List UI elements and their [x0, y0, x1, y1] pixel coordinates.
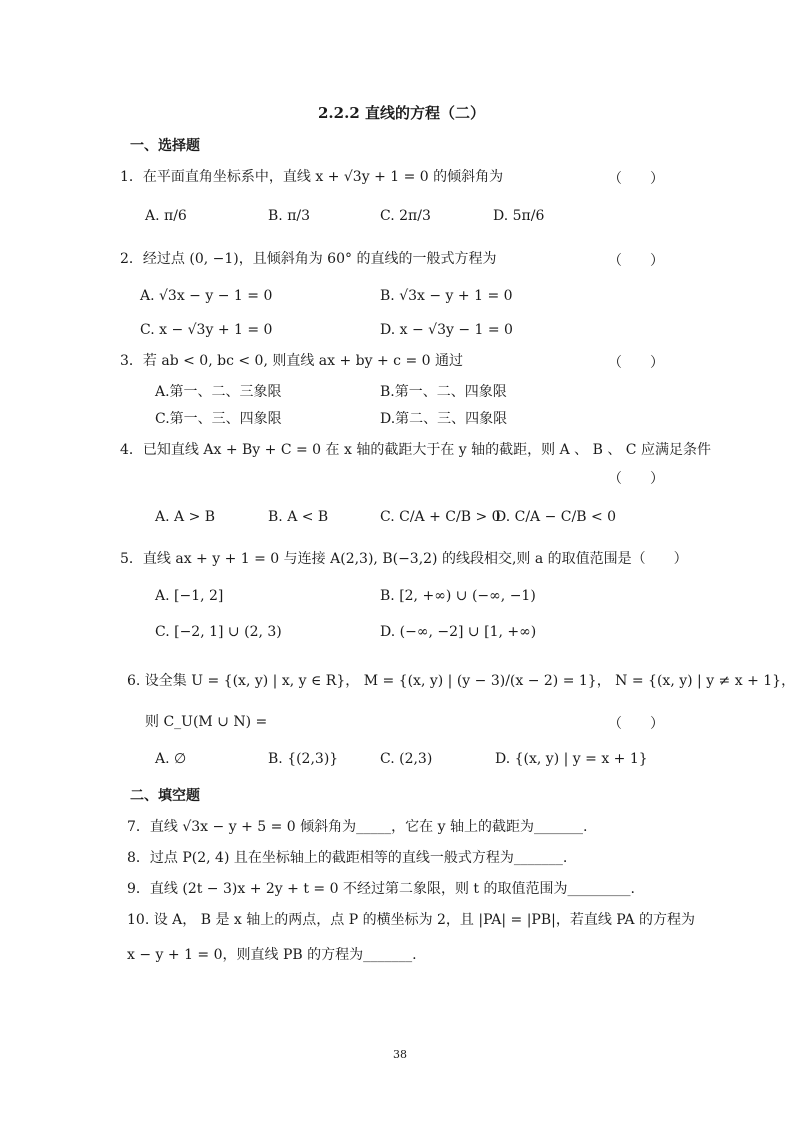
question-3-answer-paren: （ ）: [608, 355, 664, 371]
question-1-answer-paren: （ ）: [608, 171, 664, 187]
question-5-option-b: B. [2, +∞) ∪ (−∞, −1): [380, 588, 536, 604]
question-4-option-b: B. A < B: [268, 509, 329, 525]
question-1-option-a: A. π/6: [145, 208, 187, 224]
question-6-option-a: A. ∅: [155, 751, 187, 767]
question-2-option-a: A. √3x − y − 1 = 0: [140, 288, 273, 304]
question-2-stem: 2．经过点 (0, −1)，且倾斜角为 60° 的直线的一般式方程为: [120, 251, 497, 267]
question-6-option-d: D. {(x, y) | y = x + 1}: [495, 751, 648, 767]
question-3-option-b: B.第一、二、四象限: [380, 384, 507, 400]
page-number: 38: [393, 1048, 407, 1061]
question-6-answer-paren: （ ）: [608, 716, 664, 732]
question-7: 7．直线 √3x − y + 5 = 0 倾斜角为_____，它在 y 轴上的截距为_______.: [127, 819, 588, 835]
question-4-option-d: D. C/A − C/B < 0: [495, 509, 617, 525]
question-2-answer-paren: （ ）: [608, 253, 664, 269]
section-multiple-choice: 一、选择题: [130, 138, 200, 154]
question-1-stem: 1．在平面直角坐标系中，直线 x + √3y + 1 = 0 的倾斜角为: [120, 169, 504, 185]
question-3-stem: 3．若 ab < 0, bc < 0, 则直线 ax + by + c = 0 通过: [120, 353, 463, 369]
question-4-option-c: C. C/A + C/B > 0: [380, 509, 501, 525]
question-8: 8．过点 P(2, 4) 且在坐标轴上的截距相等的直线一般式方程为_______.: [127, 850, 568, 866]
question-1-option-d: D. 5π/6: [493, 208, 545, 224]
question-5-option-c: C. [−2, 1] ∪ (2, 3): [155, 624, 282, 640]
question-3-option-a: A.第一、二、三象限: [155, 384, 282, 400]
question-4-answer-paren: （ ）: [608, 471, 664, 487]
question-6-line2: 则 C_U(M ∪ N) =: [145, 714, 268, 730]
question-10-line1: 10. 设 A， B 是 x 轴上的两点，点 P 的横坐标为 2，且 |PA| = |PB|，若直线 PA 的方程为: [127, 912, 695, 928]
question-4-option-a: A. A > B: [155, 509, 216, 525]
section-fill-in: 二、填空题: [130, 788, 200, 804]
question-2-option-c: C. x − √3y + 1 = 0: [140, 322, 273, 338]
page-title: 2.2.2 直线的方程（二）: [318, 104, 485, 122]
question-6-option-b: B. {(2,3)}: [268, 751, 339, 767]
question-3-option-d: D.第二、三、四象限: [380, 411, 508, 427]
question-6-option-c: C. (2,3): [380, 751, 433, 767]
question-10-line2: x − y + 1 = 0，则直线 PB 的方程为_______.: [127, 947, 417, 963]
question-4-stem: 4．已知直线 Ax + By + C = 0 在 x 轴的截距大于在 y 轴的截距，则 A 、 B 、 C 应满足条件: [120, 442, 711, 458]
question-1-option-c: C. 2π/3: [380, 208, 431, 224]
question-2-option-b: B. √3x − y + 1 = 0: [380, 288, 513, 304]
question-6-stem: 6. 设全集 U = {(x, y) | x, y ∈ R}， M = {(x, y) | (y − 3)/(x − 2) = 1}， N = {(x, y) | y ≠ x + 1}，: [127, 673, 796, 689]
question-5-stem: 5．直线 ax + y + 1 = 0 与连接 A(2,3), B(−3,2) 的线段相交,则 a 的取值范围是（ ）: [120, 551, 688, 567]
question-2-option-d: D. x − √3y − 1 = 0: [380, 322, 513, 338]
question-5-option-a: A. [−1, 2]: [155, 588, 224, 604]
question-9: 9．直线 (2t − 3)x + 2y + t = 0 不经过第二象限，则 t 的取值范围为_________.: [127, 881, 635, 897]
question-5-option-d: D. (−∞, −2] ∪ [1, +∞): [380, 624, 537, 640]
question-3-option-c: C.第一、三、四象限: [155, 411, 282, 427]
question-1-option-b: B. π/3: [268, 208, 311, 224]
